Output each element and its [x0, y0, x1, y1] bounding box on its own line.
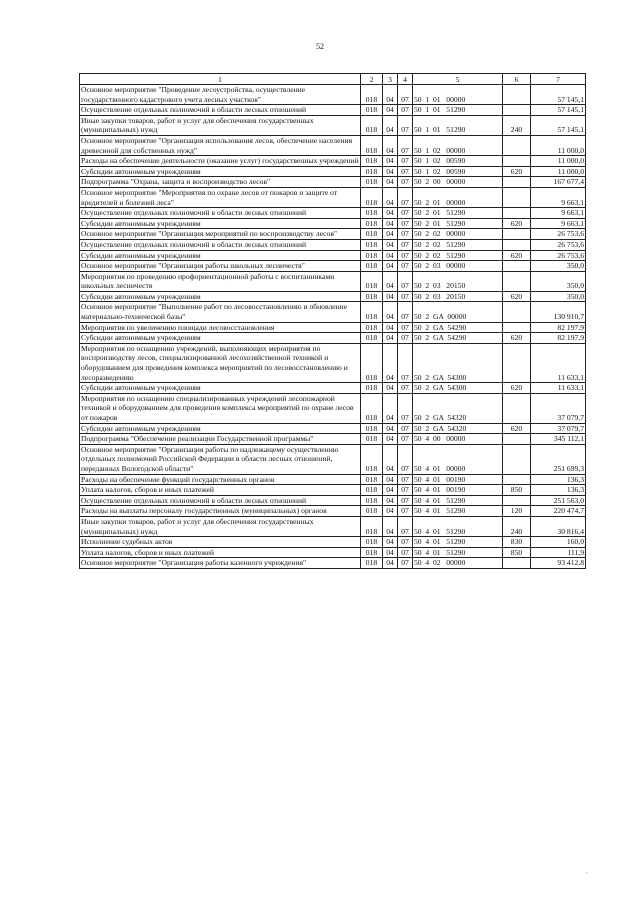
expense-type-cell: 620 [503, 166, 531, 177]
amount-cell: 136,3 [531, 485, 586, 496]
section-code-cell: 04 [383, 229, 398, 240]
table-row [80, 302, 586, 322]
subsection-code-cell: 07 [398, 444, 413, 474]
expense-type-cell [503, 208, 531, 219]
ministry-code-cell: 018 [361, 547, 383, 558]
column-header: 5 [413, 74, 503, 85]
subsection-code-cell: 07 [398, 333, 413, 344]
ministry-code-cell: 018 [361, 393, 383, 423]
section-code-cell: 04 [383, 250, 398, 261]
amount-cell: 30 816,4 [531, 516, 586, 536]
section-code-cell: 04 [383, 343, 398, 382]
expense-type-cell [503, 558, 531, 569]
subsection-code-cell: 07 [398, 322, 413, 333]
ministry-code-cell: 018 [361, 156, 383, 167]
target-article-cell: 50 1 01 51290 [413, 105, 503, 116]
amount-cell: 9 663,1 [531, 187, 586, 207]
target-article-cell: 50 4 01 51290 [413, 495, 503, 506]
ministry-code-cell: 018 [361, 537, 383, 548]
table-row [80, 547, 586, 558]
amount-cell: 160,0 [531, 537, 586, 548]
column-header: 1 [80, 74, 361, 85]
ministry-code-cell: 018 [361, 187, 383, 207]
section-code-cell: 04 [383, 485, 398, 496]
subsection-code-cell: 07 [398, 485, 413, 496]
subsection-code-cell: 07 [398, 343, 413, 382]
target-article-cell: 50 2 02 00000 [413, 229, 503, 240]
section-code-cell: 04 [383, 156, 398, 167]
table-row [80, 156, 586, 167]
expense-name-cell: Расходы на обеспечение деятельности (оказание услуг) государственных учреждений [81, 156, 359, 166]
amount-cell: 57 145,1 [531, 105, 586, 116]
ministry-code-cell: 018 [361, 343, 383, 382]
section-code-cell: 04 [383, 291, 398, 302]
expense-type-cell: 120 [503, 506, 531, 517]
target-article-cell: 50 4 01 51290 [413, 516, 503, 536]
ministry-code-cell: 018 [361, 495, 383, 506]
table-row [80, 115, 586, 135]
target-article-cell: 50 4 01 51290 [413, 547, 503, 558]
expense-name-cell: Мероприятия по проведению профориентационной работы с воспитанниками школьных лесничеств [80, 271, 361, 291]
table-row [80, 393, 586, 423]
page-number: 52 [316, 42, 324, 51]
corner-mark: · [585, 869, 588, 877]
target-article-cell: 50 1 02 00590 [413, 166, 503, 177]
subsection-code-cell: 07 [398, 516, 413, 536]
expense-name-cell: Расходы на обеспечение функций государственных органов [80, 474, 361, 485]
section-code-cell: 04 [383, 85, 398, 105]
amount-cell: 345 112,1 [531, 434, 586, 445]
expense-type-cell: 620 [503, 423, 531, 434]
amount-cell: 350,0 [531, 261, 586, 272]
subsection-code-cell: 07 [398, 239, 413, 250]
expense-type-cell [503, 187, 531, 207]
expense-type-cell [503, 156, 531, 167]
expense-type-cell [503, 271, 531, 291]
section-code-cell: 04 [383, 516, 398, 536]
expense-type-cell [503, 495, 531, 506]
table-row [80, 506, 586, 517]
table-row [80, 322, 586, 333]
section-code-cell: 04 [383, 166, 398, 177]
expense-name-cell: Осуществление отдельных полномочий в области лесных отношений [80, 495, 361, 506]
ministry-code-cell: 018 [361, 177, 383, 188]
expense-name-cell: Мероприятия по оснащению учреждений, выполняющих мероприятия по воспроизводству лесов, специализированной лесохозяйственной техникой и оборудованием для проведения комплекса мероприятий по лесовосстановлению и лесоразведению [80, 343, 361, 382]
ministry-code-cell: 018 [361, 239, 383, 250]
section-code-cell: 04 [383, 434, 398, 445]
ministry-code-cell: 018 [361, 383, 383, 394]
subsection-code-cell: 07 [398, 115, 413, 135]
subsection-code-cell: 07 [398, 302, 413, 322]
table-row [80, 187, 586, 207]
section-code-cell: 04 [383, 547, 398, 558]
subsection-code-cell: 07 [398, 208, 413, 219]
expense-name-cell: Основное мероприятие "Организация работы казенного учреждения" [80, 558, 361, 569]
expense-type-cell: 240 [503, 516, 531, 536]
expense-type-cell: 620 [503, 291, 531, 302]
target-article-cell: 50 4 00 00000 [413, 434, 503, 445]
table-row [80, 537, 586, 548]
column-header: 4 [398, 74, 413, 85]
expense-name-cell: Мероприятия по оснащению специализированных учреждений лесопожарной техникой и оборудованием для проведения комплекса мероприятий по охране лесов от пожаров [80, 393, 361, 423]
ministry-code-cell: 018 [361, 218, 383, 229]
table-row [80, 177, 586, 188]
section-code-cell: 04 [383, 393, 398, 423]
subsection-code-cell: 07 [398, 250, 413, 261]
table-row [80, 383, 586, 394]
section-code-cell: 04 [383, 423, 398, 434]
amount-cell: 111,9 [531, 547, 586, 558]
subsection-code-cell: 07 [398, 383, 413, 394]
amount-cell: 9 663,1 [531, 218, 586, 229]
amount-cell: 82 197,9 [531, 333, 586, 344]
table-row [80, 250, 586, 261]
column-header: 3 [383, 74, 398, 85]
expense-type-cell [503, 177, 531, 188]
subsection-code-cell: 07 [398, 393, 413, 423]
expense-type-cell [503, 135, 531, 155]
expense-name-cell: Иные закупки товаров, работ и услуг для обеспечения государственных (муниципальных) нужд [80, 516, 361, 536]
amount-cell: 130 910,7 [531, 302, 586, 322]
table-row [80, 166, 586, 177]
target-article-cell: 50 4 01 00190 [413, 474, 503, 485]
target-article-cell: 50 1 01 00000 [413, 85, 503, 105]
subsection-code-cell: 07 [398, 187, 413, 207]
table-row [80, 208, 586, 219]
expense-name-cell: Исполнение судебных актов [80, 537, 361, 548]
subsection-code-cell: 07 [398, 291, 413, 302]
amount-cell: 220 474,7 [531, 506, 586, 517]
table-row [80, 333, 586, 344]
amount-cell: 26 753,6 [531, 229, 586, 240]
expense-name-cell: Основное мероприятие "Проведение лесоустройства, осуществление государственного кадастрового учета лесных участков" [80, 85, 361, 105]
ministry-code-cell: 018 [361, 506, 383, 517]
subsection-code-cell: 07 [398, 229, 413, 240]
section-code-cell: 04 [383, 495, 398, 506]
ministry-code-cell: 018 [361, 229, 383, 240]
expense-name-cell: Субсидии автономным учреждениям [80, 166, 361, 177]
table-row [80, 516, 586, 536]
amount-cell: 57 145,1 [531, 85, 586, 105]
ministry-code-cell: 018 [361, 271, 383, 291]
target-article-cell: 50 1 01 51290 [413, 115, 503, 135]
amount-cell: 11 633,1 [531, 343, 586, 382]
expense-type-cell [503, 444, 531, 474]
table-row [80, 105, 586, 116]
section-code-cell: 04 [383, 474, 398, 485]
expense-name-cell: Уплата налогов, сборов и иных платежей [80, 547, 361, 558]
amount-cell: 350,0 [531, 291, 586, 302]
table-row [80, 343, 586, 382]
section-code-cell: 04 [383, 218, 398, 229]
target-article-cell: 50 2 GA 54290 [413, 333, 503, 344]
amount-cell: 11 633,1 [531, 383, 586, 394]
subsection-code-cell: 07 [398, 506, 413, 517]
expense-name-cell: Подпрограмма "Обеспечение реализации Государственной программы" [80, 434, 361, 445]
expense-type-cell [503, 239, 531, 250]
target-article-cell: 50 2 03 20150 [413, 271, 503, 291]
target-article-cell: 50 4 01 00190 [413, 485, 503, 496]
expense-type-cell [503, 302, 531, 322]
expense-name-cell: Субсидии автономным учреждениям [80, 291, 361, 302]
budget-table [79, 73, 586, 569]
amount-cell: 11 000,0 [531, 156, 586, 167]
expense-type-cell: 240 [503, 115, 531, 135]
subsection-code-cell: 07 [398, 156, 413, 167]
ministry-code-cell: 018 [361, 115, 383, 135]
amount-cell: 350,0 [531, 271, 586, 291]
table-row [80, 495, 586, 506]
target-article-cell: 50 2 01 51290 [413, 218, 503, 229]
section-code-cell: 04 [383, 444, 398, 474]
expense-type-cell [503, 434, 531, 445]
expense-type-cell: 620 [503, 383, 531, 394]
expense-name-cell: Подпрограмма "Охрана, защита и воспроизводство лесов" [80, 177, 361, 188]
amount-cell: 82 197,9 [531, 322, 586, 333]
table-row [80, 444, 586, 474]
subsection-code-cell: 07 [398, 85, 413, 105]
subsection-code-cell: 07 [398, 177, 413, 188]
column-header: 2 [361, 74, 383, 85]
table-row [80, 291, 586, 302]
amount-cell: 37 079,7 [531, 423, 586, 434]
column-header: 7 [531, 74, 586, 85]
subsection-code-cell: 07 [398, 537, 413, 548]
expense-name-cell: Субсидии автономным учреждениям [80, 250, 361, 261]
table-row [80, 85, 586, 105]
ministry-code-cell: 018 [361, 250, 383, 261]
ministry-code-cell: 018 [361, 485, 383, 496]
expense-type-cell: 620 [503, 218, 531, 229]
expense-type-cell [503, 261, 531, 272]
amount-cell: 251 563,0 [531, 495, 586, 506]
subsection-code-cell: 07 [398, 547, 413, 558]
table-row [80, 239, 586, 250]
section-code-cell: 04 [383, 187, 398, 207]
target-article-cell: 50 4 01 51290 [413, 537, 503, 548]
table-row [80, 558, 586, 569]
section-code-cell: 04 [383, 177, 398, 188]
target-article-cell: 50 4 02 00000 [413, 558, 503, 569]
section-code-cell: 04 [383, 333, 398, 344]
expense-name-cell: Осуществление отдельных полномочий в области лесных отношений [80, 239, 361, 250]
target-article-cell: 50 1 02 00590 [413, 156, 503, 167]
target-article-cell: 50 2 01 00000 [413, 187, 503, 207]
section-code-cell: 04 [383, 271, 398, 291]
expense-name-cell: Осуществление отдельных полномочий в области лесных отношений [80, 208, 361, 219]
expense-type-cell: 620 [503, 250, 531, 261]
subsection-code-cell: 07 [398, 135, 413, 155]
expense-type-cell [503, 105, 531, 116]
expense-type-cell [503, 393, 531, 423]
amount-cell: 9 663,1 [531, 208, 586, 219]
ministry-code-cell: 018 [361, 85, 383, 105]
ministry-code-cell: 018 [361, 208, 383, 219]
expense-name-cell: Субсидии автономным учреждениям [80, 333, 361, 344]
expense-name-cell: Иные закупки товаров, работ и услуг для обеспечения государственных (муниципальных) нужд [80, 115, 361, 135]
subsection-code-cell: 07 [398, 271, 413, 291]
expense-type-cell [503, 229, 531, 240]
expense-name-cell: Основное мероприятие "Организация мероприятий по воспроизводству лесов" [80, 229, 361, 240]
amount-cell: 251 699,3 [531, 444, 586, 474]
table-row [80, 423, 586, 434]
target-article-cell: 50 2 GA 54320 [413, 423, 503, 434]
expense-type-cell [503, 85, 531, 105]
ministry-code-cell: 018 [361, 474, 383, 485]
expense-name-cell: Субсидии автономным учреждениям [80, 423, 361, 434]
ministry-code-cell: 018 [361, 558, 383, 569]
section-code-cell: 04 [383, 558, 398, 569]
section-code-cell: 04 [383, 208, 398, 219]
section-code-cell: 04 [383, 383, 398, 394]
ministry-code-cell: 018 [361, 434, 383, 445]
subsection-code-cell: 07 [398, 434, 413, 445]
expense-type-cell: 850 [503, 485, 531, 496]
target-article-cell: 50 2 GA 00000 [413, 302, 503, 322]
amount-cell: 57 145,1 [531, 115, 586, 135]
subsection-code-cell: 07 [398, 423, 413, 434]
section-code-cell: 04 [383, 261, 398, 272]
section-code-cell: 04 [383, 537, 398, 548]
section-code-cell: 04 [383, 302, 398, 322]
expense-type-cell [503, 343, 531, 382]
target-article-cell: 50 2 00 00000 [413, 177, 503, 188]
ministry-code-cell: 018 [361, 261, 383, 272]
ministry-code-cell: 018 [361, 105, 383, 116]
section-code-cell: 04 [383, 506, 398, 517]
amount-cell: 11 000,0 [531, 135, 586, 155]
amount-cell: 93 412,8 [531, 558, 586, 569]
section-code-cell: 04 [383, 115, 398, 135]
table-row [80, 434, 586, 445]
ministry-code-cell: 018 [361, 516, 383, 536]
target-article-cell: 50 2 GA 54300 [413, 383, 503, 394]
expense-name-cell: Основное мероприятие "Организация работы по надлежащему осуществлению отдельных полномочий Российской Федерации в области лесных отношений, переданных Вологодской области" [80, 444, 361, 474]
amount-cell: 11 000,0 [531, 166, 586, 177]
table-row [80, 261, 586, 272]
subsection-code-cell: 07 [398, 474, 413, 485]
table-row [80, 218, 586, 229]
target-article-cell: 50 4 01 51290 [413, 506, 503, 517]
ministry-code-cell: 018 [361, 333, 383, 344]
expense-name-cell: Субсидии автономным учреждениям [80, 383, 361, 394]
section-code-cell: 04 [383, 322, 398, 333]
expense-name-cell: Мероприятия по увеличению площади лесовосстановления [80, 322, 361, 333]
amount-cell: 167 677,4 [531, 177, 586, 188]
ministry-code-cell: 018 [361, 444, 383, 474]
expense-name-cell: Основное мероприятие "Организация использования лесов, обеспечение населения древесиной для собственных нужд" [80, 135, 361, 155]
expense-type-cell: 620 [503, 333, 531, 344]
expense-name-cell: Основное мероприятие "Мероприятия по охране лесов от пожаров и защите от вредителей и болезней леса" [80, 187, 361, 207]
subsection-code-cell: 07 [398, 166, 413, 177]
target-article-cell: 50 2 GA 54290 [413, 322, 503, 333]
expense-type-cell [503, 322, 531, 333]
table-row [80, 229, 586, 240]
expense-name-cell: Субсидии автономным учреждениям [80, 218, 361, 229]
expense-name-cell: Основное мероприятие "Организация работы школьных лесничеств" [80, 261, 361, 272]
target-article-cell: 50 2 02 51290 [413, 250, 503, 261]
ministry-code-cell: 018 [361, 302, 383, 322]
table-row [80, 271, 586, 291]
table-row [80, 135, 586, 155]
section-code-cell: 04 [383, 105, 398, 116]
expense-type-cell [503, 474, 531, 485]
expense-name-cell: Основное мероприятие "Выполнение работ по лесовосстановлению и обновление материально-технической базы" [80, 302, 361, 322]
expense-name-cell: Уплата налогов, сборов и иных платежей [80, 485, 361, 496]
expense-type-cell: 830 [503, 537, 531, 548]
ministry-code-cell: 018 [361, 423, 383, 434]
expense-type-cell: 850 [503, 547, 531, 558]
subsection-code-cell: 07 [398, 105, 413, 116]
ministry-code-cell: 018 [361, 322, 383, 333]
subsection-code-cell: 07 [398, 218, 413, 229]
amount-cell: 26 753,6 [531, 250, 586, 261]
section-code-cell: 04 [383, 135, 398, 155]
amount-cell: 136,3 [531, 474, 586, 485]
table-row [80, 474, 586, 485]
subsection-code-cell: 07 [398, 495, 413, 506]
target-article-cell: 50 4 01 00000 [413, 444, 503, 474]
target-article-cell: 50 2 GA 54320 [413, 393, 503, 423]
target-article-cell: 50 2 03 20150 [413, 291, 503, 302]
target-article-cell: 50 2 01 51290 [413, 208, 503, 219]
target-article-cell: 50 2 02 51290 [413, 239, 503, 250]
target-article-cell: 50 2 GA 54300 [413, 343, 503, 382]
column-header: 6 [503, 74, 531, 85]
table-header-row [80, 74, 586, 85]
section-code-cell: 04 [383, 239, 398, 250]
target-article-cell: 50 2 03 00000 [413, 261, 503, 272]
subsection-code-cell: 07 [398, 558, 413, 569]
amount-cell: 26 753,6 [531, 239, 586, 250]
ministry-code-cell: 018 [361, 166, 383, 177]
target-article-cell: 50 1 02 00000 [413, 135, 503, 155]
ministry-code-cell: 018 [361, 135, 383, 155]
amount-cell: 37 079,7 [531, 393, 586, 423]
expense-name-cell: Расходы на выплаты персоналу государственных (муниципальных) органов [80, 506, 361, 517]
expense-name-cell: Осуществление отдельных полномочий в области лесных отношений [80, 105, 361, 116]
table-row [80, 485, 586, 496]
ministry-code-cell: 018 [361, 291, 383, 302]
subsection-code-cell: 07 [398, 261, 413, 272]
